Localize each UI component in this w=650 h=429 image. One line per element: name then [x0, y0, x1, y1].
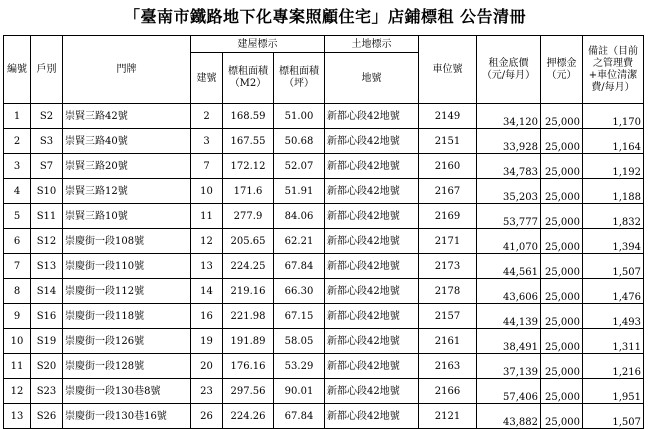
cell-unit: S7 — [31, 154, 63, 179]
cell-building-no: 13 — [191, 254, 223, 279]
cell-no: 7 — [4, 254, 31, 279]
cell-building-no: 20 — [191, 354, 223, 379]
cell-land-no: 新都心段42地號 — [325, 154, 419, 179]
cell-remark: 1,164 — [583, 129, 644, 154]
cell-address: 崇慶街一段130巷8號 — [63, 379, 191, 404]
table-row — [4, 154, 644, 179]
cell-rent: 57,406 — [477, 379, 541, 404]
cell-land-no: 新都心段42地號 — [325, 229, 419, 254]
cell-area-ping: 84.06 — [274, 204, 325, 229]
cell-area-ping: 90.01 — [274, 379, 325, 404]
cell-parking: 2160 — [419, 154, 477, 179]
cell-area-m2: 172.12 — [223, 154, 274, 179]
cell-parking: 2121 — [419, 404, 477, 429]
cell-parking: 2151 — [419, 129, 477, 154]
table-row — [4, 329, 644, 354]
cell-deposit: 25,000 — [541, 404, 583, 429]
cell-rent: 33,928 — [477, 129, 541, 154]
table-row — [4, 254, 644, 279]
cell-remark: 1,507 — [583, 254, 644, 279]
header-no: 編號 — [4, 36, 31, 104]
cell-deposit: 25,000 — [541, 204, 583, 229]
cell-area-ping: 67.84 — [274, 404, 325, 429]
cell-unit: S20 — [31, 354, 63, 379]
cell-remark: 1,311 — [583, 329, 644, 354]
cell-remark: 1,170 — [583, 104, 644, 129]
cell-unit: S3 — [31, 129, 63, 154]
cell-area-m2: 297.56 — [223, 379, 274, 404]
header-parking: 車位號 — [419, 36, 477, 104]
cell-parking: 2173 — [419, 254, 477, 279]
table-row — [4, 304, 644, 329]
cell-area-m2: 277.9 — [223, 204, 274, 229]
cell-land-no: 新都心段42地號 — [325, 129, 419, 154]
cell-rent: 35,203 — [477, 179, 541, 204]
cell-address: 崇賢三路10號 — [63, 204, 191, 229]
cell-no: 6 — [4, 229, 31, 254]
cell-deposit: 25,000 — [541, 154, 583, 179]
page-title: 「臺南市鐵路地下化專案照顧住宅」店鋪標租 公告清冊 — [123, 7, 527, 26]
cell-rent: 44,139 — [477, 304, 541, 329]
header-land-no: 地號 — [325, 53, 419, 104]
cell-area-m2: 171.6 — [223, 179, 274, 204]
cell-no: 1 — [4, 104, 31, 129]
cell-land-no: 新都心段42地號 — [325, 104, 419, 129]
cell-deposit: 25,000 — [541, 129, 583, 154]
cell-area-ping: 51.91 — [274, 179, 325, 204]
cell-building-no: 23 — [191, 379, 223, 404]
cell-no: 9 — [4, 304, 31, 329]
cell-address: 崇賢三路20號 — [63, 154, 191, 179]
cell-rent: 34,120 — [477, 104, 541, 129]
table-row — [4, 379, 644, 404]
cell-no: 3 — [4, 154, 31, 179]
cell-area-m2: 167.55 — [223, 129, 274, 154]
table-row — [4, 129, 644, 154]
cell-land-no: 新都心段42地號 — [325, 379, 419, 404]
cell-unit: S11 — [31, 204, 63, 229]
cell-area-m2: 224.26 — [223, 404, 274, 429]
cell-no: 4 — [4, 179, 31, 204]
cell-deposit: 25,000 — [541, 179, 583, 204]
cell-remark: 1,951 — [583, 379, 644, 404]
cell-parking: 2166 — [419, 379, 477, 404]
rental-list-table — [3, 35, 644, 429]
table-row — [4, 104, 644, 129]
cell-remark: 1,216 — [583, 354, 644, 379]
cell-area-m2: 176.16 — [223, 354, 274, 379]
cell-area-m2: 221.98 — [223, 304, 274, 329]
cell-land-no: 新都心段42地號 — [325, 204, 419, 229]
cell-area-m2: 219.16 — [223, 279, 274, 304]
cell-address: 崇賢三路40號 — [63, 129, 191, 154]
cell-land-no: 新都心段42地號 — [325, 304, 419, 329]
cell-area-ping: 66.30 — [274, 279, 325, 304]
cell-no: 8 — [4, 279, 31, 304]
header-rent: 租金底價（元/每月） — [477, 36, 541, 104]
cell-rent: 34,783 — [477, 154, 541, 179]
cell-area-m2: 168.59 — [223, 104, 274, 129]
cell-land-no: 新都心段42地號 — [325, 279, 419, 304]
cell-deposit: 25,000 — [541, 229, 583, 254]
cell-area-m2: 224.25 — [223, 254, 274, 279]
cell-address: 崇慶街一段112號 — [63, 279, 191, 304]
cell-parking: 2163 — [419, 354, 477, 379]
cell-deposit: 25,000 — [541, 254, 583, 279]
cell-unit: S10 — [31, 179, 63, 204]
cell-building-no: 12 — [191, 229, 223, 254]
cell-address: 崇慶街一段126號 — [63, 329, 191, 354]
cell-unit: S23 — [31, 379, 63, 404]
cell-parking: 2149 — [419, 104, 477, 129]
cell-deposit: 25,000 — [541, 379, 583, 404]
cell-no: 11 — [4, 354, 31, 379]
header-land-group: 土地標示 — [325, 36, 419, 53]
cell-land-no: 新都心段42地號 — [325, 354, 419, 379]
cell-rent: 38,491 — [477, 329, 541, 354]
table-row — [4, 229, 644, 254]
cell-remark: 1,192 — [583, 154, 644, 179]
cell-unit: S13 — [31, 254, 63, 279]
cell-building-no: 10 — [191, 179, 223, 204]
cell-parking: 2178 — [419, 279, 477, 304]
cell-land-no: 新都心段42地號 — [325, 329, 419, 354]
table-row — [4, 354, 644, 379]
cell-area-ping: 67.15 — [274, 304, 325, 329]
cell-remark: 1,507 — [583, 404, 644, 429]
cell-unit: S16 — [31, 304, 63, 329]
cell-remark: 1,394 — [583, 229, 644, 254]
cell-building-no: 16 — [191, 304, 223, 329]
cell-address: 崇慶街一段118號 — [63, 304, 191, 329]
cell-address: 崇慶街一段108號 — [63, 229, 191, 254]
cell-land-no: 新都心段42地號 — [325, 179, 419, 204]
cell-rent: 37,139 — [477, 354, 541, 379]
header-building-no: 建號 — [191, 53, 223, 104]
cell-area-ping: 62.21 — [274, 229, 325, 254]
cell-parking: 2171 — [419, 229, 477, 254]
cell-remark: 1,832 — [583, 204, 644, 229]
cell-building-no: 7 — [191, 154, 223, 179]
header-deposit: 押標金（元） — [541, 36, 583, 104]
cell-no: 10 — [4, 329, 31, 354]
cell-area-m2: 191.89 — [223, 329, 274, 354]
cell-building-no: 2 — [191, 104, 223, 129]
cell-area-m2: 205.65 — [223, 229, 274, 254]
cell-address: 崇賢三路42號 — [63, 104, 191, 129]
cell-area-ping: 52.07 — [274, 154, 325, 179]
cell-unit: S2 — [31, 104, 63, 129]
header-area-ping: 標租面積（坪） — [274, 53, 325, 104]
cell-no: 12 — [4, 379, 31, 404]
cell-deposit: 25,000 — [541, 329, 583, 354]
cell-land-no: 新都心段42地號 — [325, 254, 419, 279]
header-remark: 備註（目前之管理費+車位清潔費/每月） — [583, 36, 644, 104]
cell-area-ping: 51.00 — [274, 104, 325, 129]
cell-remark: 1,188 — [583, 179, 644, 204]
cell-unit: S26 — [31, 404, 63, 429]
cell-no: 2 — [4, 129, 31, 154]
table-row — [4, 279, 644, 304]
cell-address: 崇慶街一段128號 — [63, 354, 191, 379]
cell-parking: 2167 — [419, 179, 477, 204]
header-area-m2: 標租面積（M2） — [223, 53, 274, 104]
table-row — [4, 204, 644, 229]
cell-no: 5 — [4, 204, 31, 229]
cell-land-no: 新都心段42地號 — [325, 404, 419, 429]
cell-remark: 1,476 — [583, 279, 644, 304]
cell-building-no: 11 — [191, 204, 223, 229]
cell-building-no: 26 — [191, 404, 223, 429]
cell-no: 13 — [4, 404, 31, 429]
cell-rent: 43,882 — [477, 404, 541, 429]
cell-rent: 44,561 — [477, 254, 541, 279]
cell-unit: S19 — [31, 329, 63, 354]
cell-address: 崇慶街一段110號 — [63, 254, 191, 279]
cell-parking: 2157 — [419, 304, 477, 329]
cell-building-no: 19 — [191, 329, 223, 354]
header-address: 門牌 — [63, 36, 191, 104]
cell-remark: 1,493 — [583, 304, 644, 329]
cell-parking: 2169 — [419, 204, 477, 229]
cell-address: 崇賢三路12號 — [63, 179, 191, 204]
header-unit: 戶別 — [31, 36, 63, 104]
cell-unit: S14 — [31, 279, 63, 304]
cell-rent: 53,777 — [477, 204, 541, 229]
cell-area-ping: 53.29 — [274, 354, 325, 379]
cell-deposit: 25,000 — [541, 354, 583, 379]
cell-building-no: 14 — [191, 279, 223, 304]
cell-area-ping: 50.68 — [274, 129, 325, 154]
cell-deposit: 25,000 — [541, 279, 583, 304]
cell-deposit: 25,000 — [541, 104, 583, 129]
cell-deposit: 25,000 — [541, 304, 583, 329]
header-building-group: 建屋標示 — [191, 36, 325, 53]
table-row — [4, 179, 644, 204]
cell-address: 崇慶街一段130巷16號 — [63, 404, 191, 429]
cell-area-ping: 67.84 — [274, 254, 325, 279]
cell-rent: 41,070 — [477, 229, 541, 254]
cell-area-ping: 58.05 — [274, 329, 325, 354]
cell-rent: 43,606 — [477, 279, 541, 304]
table-row — [4, 404, 644, 429]
cell-parking: 2161 — [419, 329, 477, 354]
cell-unit: S12 — [31, 229, 63, 254]
cell-building-no: 3 — [191, 129, 223, 154]
